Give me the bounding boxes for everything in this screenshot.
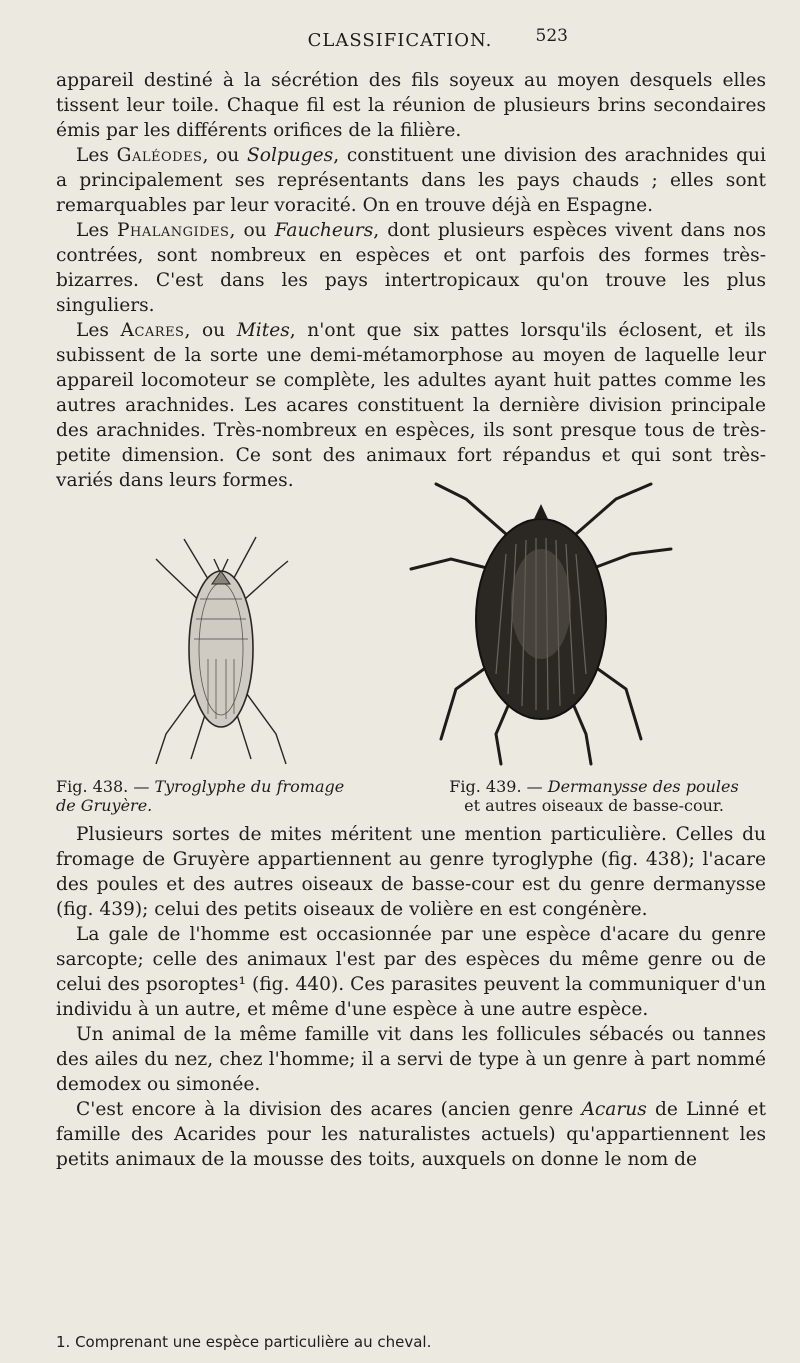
- text-run: Les: [76, 320, 121, 341]
- caption-label: Fig. 439.: [449, 777, 522, 796]
- paragraph-phalangides: [56, 218, 766, 318]
- text-run: , dont plusieurs espèces vivent dans nos contrées, sont nombreux en espèces et ont parfois des formes très-bizarres. C'est dans les pays intertropicaux qu'on trouve les plus singuliers.: [56, 220, 766, 316]
- term-phalangides: Phalangides: [116, 220, 230, 241]
- term-acarus: Acarus: [581, 1099, 647, 1120]
- text-run: , ou: [184, 320, 237, 341]
- term-faucheurs: Faucheurs: [274, 220, 374, 241]
- caption-fig-439: [424, 777, 764, 815]
- text-run: C'est encore à la division des acares (ancien genre: [76, 1099, 582, 1120]
- text-run: , ou: [202, 145, 248, 166]
- paragraph-gale: La gale de l'homme est occasionnée par une espèce d'acare du genre sarcopte; celle des animaux l'est par des espèces du même genre ou de celui des psoroptes¹ (fig. 440). Ces parasites peuvent la communiquer d'un individu à un autre, et même d'une espèce à une autre espèce.: [56, 924, 766, 1020]
- text-run: de Linné et famille des Acarides pour les naturalistes actuels) qu'appartiennent les petits animaux de la mousse des toits, auxquels on donne le nom de: [56, 1099, 766, 1170]
- paragraph-demodex: Un animal de la même famille vit dans les follicules sébacés ou tannes des ailes du nez, chez l'homme; il a servi de type à un genre à part nommé demodex ou simonée.: [56, 1024, 766, 1095]
- caption-label: Fig. 438.: [56, 777, 129, 796]
- caption-dash: —: [521, 777, 548, 796]
- paragraph-acarus: [56, 1097, 766, 1172]
- paragraph-galeodes: [56, 143, 766, 218]
- paragraph-acares: [56, 318, 766, 493]
- caption-dash: —: [128, 777, 155, 796]
- caption-title-cont: et autres oiseaux de basse-cour.: [464, 796, 724, 815]
- text-run: Les: [76, 145, 117, 166]
- figures-row: [56, 474, 766, 774]
- term-solpuges: Solpuges: [247, 145, 334, 166]
- text-run: , ou: [229, 220, 275, 241]
- running-title: CLASSIFICATION.: [307, 30, 493, 51]
- caption-title: Tyroglyphe du fromage de Gruyère.: [56, 777, 345, 815]
- dermanysse-illustration: [396, 474, 686, 774]
- tyroglyphe-illustration: [96, 529, 346, 769]
- term-mites: Mites: [236, 320, 290, 341]
- text-top: [56, 68, 766, 493]
- caption-fig-438: [56, 777, 356, 815]
- text-line: appareil destiné à la sécrétion des fils soyeux au moyen desquels elles: [56, 70, 766, 91]
- text-bottom: [56, 822, 766, 1172]
- term-acares: Acares: [120, 320, 185, 341]
- page-number: 523: [535, 26, 568, 46]
- paragraph-mites: Plusieurs sortes de mites méritent une mention particulière. Celles du fromage de Gruyère appartiennent au genre tyroglyphe (fig. 438); l'acare des poules et des autres oiseaux de basse-cour est du genre dermanysse (fig. 439); celui des petits oiseaux de volière en est congénère.: [56, 824, 766, 920]
- text-run: Les: [76, 220, 117, 241]
- page-header: [0, 26, 800, 60]
- caption-title: Dermanysse des poules: [547, 777, 739, 796]
- paragraph-intro: [56, 68, 766, 143]
- text-run: , n'ont que six pattes lorsqu'ils éclosent, et ils subissent de la sorte une demi-métamorphose au moyen de laquelle leur appareil locomoteur se complète, les adultes ayant huit pattes comme les autres arachnides. Les acares constituent la dernière division principale des arachnides. Très-nombreux en espèces, ils sont presque tous de très-petite dimension. Ce sont des animaux fort répandus et qui sont très-variés dans leurs formes.: [56, 320, 766, 491]
- text-line: émis par les différents orifices de la filière.: [56, 120, 462, 141]
- text-line: tissent leur toile. Chaque fil est la réunion de plusieurs brins secondaires: [56, 95, 766, 116]
- text-run: , constituent une division des arachnides qui a principalement ses représentants dans les pays chauds ; elles sont remarquables par leur voracité. On en trouve déjà en Espagne.: [56, 145, 766, 216]
- footnote: 1. Comprenant une espèce particulière au cheval.: [56, 1333, 432, 1351]
- term-galeodes: Galéodes: [116, 145, 203, 166]
